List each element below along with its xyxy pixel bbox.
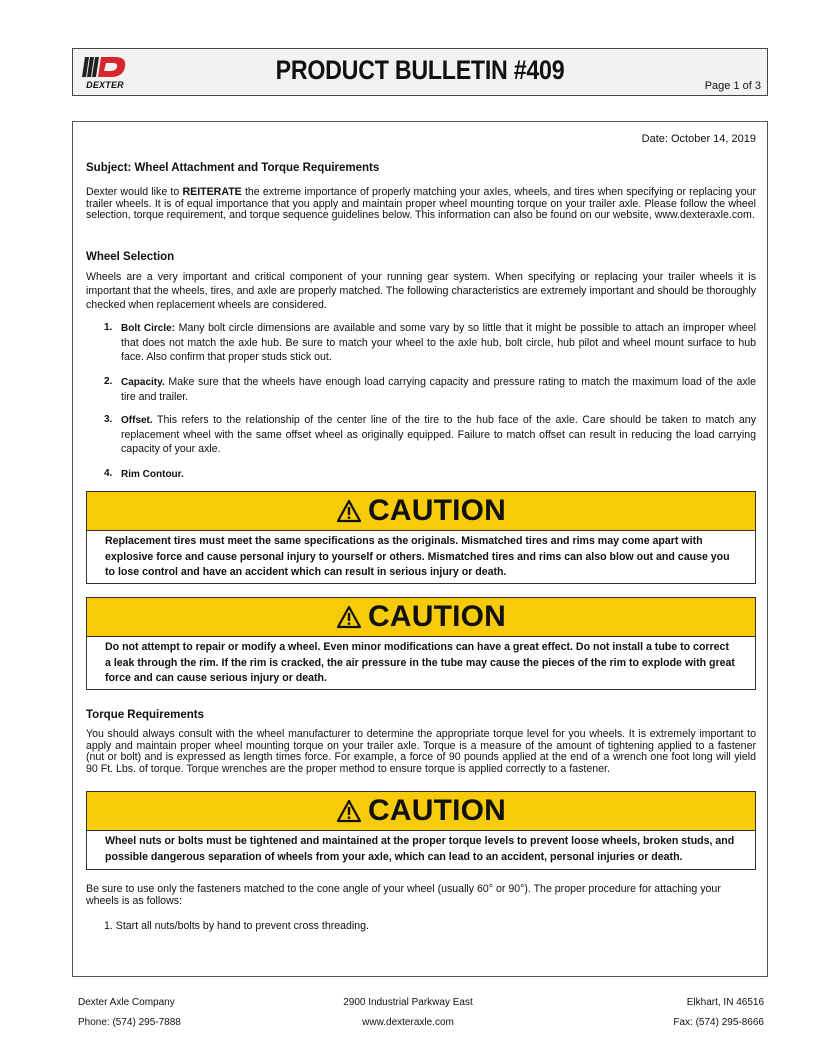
intro-emphasis: REITERATE xyxy=(182,186,242,198)
footer-address: 2900 Industrial Parkway East xyxy=(343,997,473,1008)
intro-paragraph xyxy=(86,187,756,222)
list-item-label: Capacity. xyxy=(121,377,165,388)
footer-fax: Fax: (574) 295-8666 xyxy=(673,1017,764,1028)
torque-heading: Torque Requirements xyxy=(86,709,204,721)
caution-banner xyxy=(87,792,755,831)
list-item xyxy=(104,375,756,404)
warning-triangle-icon xyxy=(336,605,362,629)
list-item xyxy=(104,321,756,364)
list-item xyxy=(104,467,756,482)
caution-box-torque xyxy=(86,791,756,870)
caution-banner xyxy=(87,598,755,637)
caution-word: CAUTION xyxy=(367,794,507,827)
footer-city: Elkhart, IN 46516 xyxy=(686,997,764,1008)
list-item-text: This refers to the relationship of the center line of the tire to the hub face of the axle. Care should be taken to match any replacement wheel with the same offset wheel as originally equipped. Failure to match offset can result in reducing the load carrying capacity of your axle. xyxy=(121,414,756,455)
caution-box-repair xyxy=(86,597,756,690)
caution-box-tires xyxy=(86,491,756,584)
caution-text: Wheel nuts or bolts must be tightened and maintained at the proper torque levels to prevent loose wheels, broken studs, and possible dangerous separation of wheels from your axle, which can lead to an accident, personal injuries or death. xyxy=(105,835,735,863)
logo-text: DEXTER xyxy=(86,80,124,90)
list-item-text: Make sure that the wheels have enough load carrying capacity and pressure rating to match the maximum load of the axle tire and trailer. xyxy=(121,376,756,403)
page-number: Page 1 of 3 xyxy=(704,80,761,92)
list-item-number: 4. xyxy=(104,468,113,479)
procedure-step: 1. Start all nuts/bolts by hand to prevent cross threading. xyxy=(104,920,369,932)
list-item-text: Many bolt circle dimensions are available and some vary by so little that it might be possible to attach an improper wheel that does not match the axle hub. Be sure to match your wheel to the axle hub, bolt circle, hub pilot and wheel mount surface to hub face. Also confirm that proper studs stick out. xyxy=(121,322,757,363)
warning-triangle-icon xyxy=(336,499,362,523)
list-item xyxy=(104,413,756,456)
wheel-selection-body: Wheels are a very important and critical component of your running gear system. When specifying or replacing your trailer wheels it is important that the wheels, tires, and axle are properly matched. The following characteristics are extremely important and should be thoroughly checked when replacement wheels are considered. xyxy=(86,271,756,311)
subject-line: Subject: Wheel Attachment and Torque Requirements xyxy=(86,162,380,174)
fasteners-paragraph: Be sure to use only the fasteners matched to the cone angle of your wheel (usually 60° or 90°). The proper procedure for attaching your wheels is as follows: xyxy=(86,883,721,907)
caution-word: CAUTION xyxy=(367,600,507,633)
intro-text-end: the extreme importance of properly matching your axles, wheels, and tires when specifying or replacing your trailer wheels. It is of equal importance that you apply and maintain proper wheel mounting torque on your trailer axle. Please follow the wheel selection, torque requirement, and torque sequence guidelines below. This information can also be found on our website, www.dexteraxle.com. xyxy=(86,186,756,221)
bulletin-header xyxy=(72,48,768,96)
caution-text: Do not attempt to repair or modify a wheel. Even minor modifications can have a great effect. Do not install a tube to correct a leak through the rim. If the rim is cracked, the air pressure in the tube may cause the pieces of the rim to explode with great force and can cause serious injury or death. xyxy=(105,641,735,684)
list-item-label: Rim Contour. xyxy=(121,469,184,480)
list-item-label: Offset. xyxy=(121,415,153,426)
torque-body: You should always consult with the wheel manufacturer to determine the appropriate torque level for you wheels. It is extremely important to apply and maintain proper wheel mounting torque on your trailer axle. Torque is a measure of the amount of tightening applied to a fastener (nut or bolt) and is expressed as length times force. For example, a force of 90 pounds applied at the end of a wrench one foot long will yield 90 Ft. Lbs. of torque. Torque wrenches are the proper method to ensure torque is applied correctly to a fastener. xyxy=(86,728,756,775)
wheel-selection-heading: Wheel Selection xyxy=(86,251,175,263)
caution-banner xyxy=(87,492,755,531)
footer-website[interactable]: www.dexteraxle.com xyxy=(362,1017,454,1028)
intro-text-start: Dexter would like to xyxy=(86,186,183,198)
caution-word: CAUTION xyxy=(367,494,507,527)
list-item-number: 3. xyxy=(104,414,113,425)
footer-company: Dexter Axle Company xyxy=(78,997,175,1008)
list-item-number: 2. xyxy=(104,376,113,387)
page-title: PRODUCT BULLETIN #409 xyxy=(275,55,565,85)
caution-text: Replacement tires must meet the same specifications as the originals. Mismatched tires and rims may come apart with explosive force and cause personal injury to yourself or others. Mismatched tires and rims can also blow out and cause you to lose control and have an accident which can result in serious injury or death. xyxy=(105,535,730,578)
list-item-number: 1. xyxy=(104,322,113,333)
bulletin-date: Date: October 14, 2019 xyxy=(641,133,756,145)
warning-triangle-icon xyxy=(336,799,362,823)
footer-phone: Phone: (574) 295-7888 xyxy=(78,1017,181,1028)
list-item-label: Bolt Circle: xyxy=(121,323,176,334)
